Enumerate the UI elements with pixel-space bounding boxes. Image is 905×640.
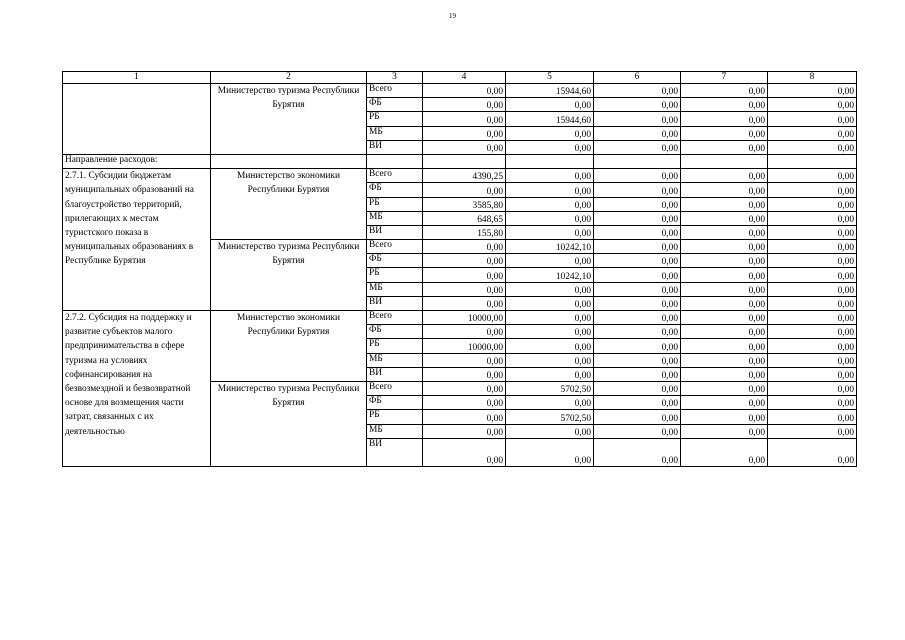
table-row [63,84,857,98]
value-cell: 0,00 [681,396,768,410]
col-header: 3 [367,72,423,84]
value-cell: 0,00 [681,381,768,395]
empty-cell [423,154,506,168]
value-cell: 0,00 [594,211,681,225]
value-cell: 0,00 [768,381,857,395]
value-cell: 0,00 [768,240,857,254]
value-cell: 0,00 [594,282,681,296]
source-code-cell: РБ [367,410,423,424]
value-cell: 0,00 [681,410,768,424]
value-cell: 0,00 [423,98,506,112]
value-cell: 0,00 [506,339,594,353]
value-cell: 0,00 [768,84,857,98]
value-cell: 0,00 [768,98,857,112]
value-cell: 0,00 [594,254,681,268]
value-cell: 0,00 [594,126,681,140]
value-cell: 0,00 [768,225,857,239]
value-cell: 0,00 [594,296,681,310]
source-code-cell: ВИ [367,140,423,154]
value-cell: 0,00 [423,438,506,466]
value-cell: 0,00 [506,424,594,438]
value-cell: 0,00 [768,169,857,183]
value-cell: 0,00 [506,140,594,154]
value-cell: 0,00 [594,98,681,112]
value-cell: 0,00 [681,367,768,381]
value-cell: 5702,50 [506,410,594,424]
value-cell: 0,00 [423,325,506,339]
value-cell: 0,00 [768,424,857,438]
item-title-cell: 2.7.2. Субсидия на поддержку и развитие субъектов малого предпринимательства в сфере туризма на условиях софинансирования на безвозмездной и безвозвратной основе для возмещения части затрат, связанных с их деятельностью [63,311,211,467]
value-cell: 0,00 [594,353,681,367]
value-cell: 0,00 [594,84,681,98]
value-cell: 0,00 [768,396,857,410]
value-cell: 0,00 [594,268,681,282]
value-cell: 0,00 [681,211,768,225]
value-cell: 0,00 [423,367,506,381]
value-cell: 0,00 [681,325,768,339]
ministry-cell: Министерство экономики Республики Бурятия [211,169,367,240]
value-cell: 0,00 [423,410,506,424]
ministry-cell: Министерство туризма Республики Бурятия [211,84,367,155]
value-cell: 0,00 [423,84,506,98]
empty-cell [367,154,423,168]
source-code-cell: ФБ [367,325,423,339]
value-cell: 0,00 [594,339,681,353]
table-row [63,169,857,183]
source-code-cell: МБ [367,211,423,225]
value-cell: 0,00 [681,282,768,296]
value-cell: 0,00 [423,254,506,268]
value-cell: 0,00 [594,424,681,438]
source-code-cell: ВИ [367,367,423,381]
value-cell: 0,00 [506,183,594,197]
value-cell: 0,00 [594,112,681,126]
value-cell: 0,00 [681,353,768,367]
ministry-cell: Министерство экономики Республики Бурятия [211,311,367,382]
empty-cell [768,154,857,168]
source-code-cell: ФБ [367,98,423,112]
value-cell: 0,00 [768,282,857,296]
col-header: 5 [506,72,594,84]
value-cell: 15944,60 [506,112,594,126]
value-cell: 0,00 [506,396,594,410]
value-cell: 0,00 [681,112,768,126]
value-cell: 0,00 [506,169,594,183]
value-cell: 5702,50 [506,381,594,395]
source-code-cell: МБ [367,126,423,140]
value-cell: 0,00 [594,325,681,339]
value-cell: 0,00 [594,396,681,410]
value-cell: 0,00 [768,197,857,211]
value-cell: 0,00 [594,240,681,254]
source-code-cell: ВИ [367,438,423,466]
item-title-cell: 2.7.1. Субсидии бюджетам муниципальных образований на благоустройство территорий, прилегающих к местам туристского показа в муниципальных образованиях в Республике Бурятия [63,169,211,311]
value-cell: 10000,00 [423,311,506,325]
value-cell: 0,00 [681,183,768,197]
value-cell: 3585,80 [423,197,506,211]
value-cell: 0,00 [768,325,857,339]
value-cell: 648,65 [423,211,506,225]
budget-table [62,71,857,467]
value-cell: 0,00 [768,268,857,282]
source-code-cell: Всего [367,84,423,98]
value-cell: 0,00 [768,211,857,225]
value-cell: 0,00 [768,112,857,126]
value-cell: 0,00 [423,381,506,395]
value-cell: 0,00 [594,225,681,239]
value-cell: 0,00 [594,311,681,325]
source-code-cell: РБ [367,339,423,353]
source-code-cell: ВИ [367,296,423,310]
value-cell: 10000,00 [423,339,506,353]
value-cell: 0,00 [681,296,768,310]
value-cell: 0,00 [506,282,594,296]
value-cell: 0,00 [506,325,594,339]
source-code-cell: МБ [367,424,423,438]
value-cell: 0,00 [506,353,594,367]
source-code-cell: МБ [367,353,423,367]
value-cell: 0,00 [768,367,857,381]
value-cell: 0,00 [506,438,594,466]
value-cell: 0,00 [681,84,768,98]
ministry-cell: Министерство туризма Республики Бурятия [211,381,367,466]
value-cell: 0,00 [681,140,768,154]
source-code-cell: Всего [367,240,423,254]
value-cell: 0,00 [594,381,681,395]
value-cell: 0,00 [768,296,857,310]
value-cell: 0,00 [681,424,768,438]
value-cell: 0,00 [506,126,594,140]
value-cell: 0,00 [506,225,594,239]
page-number: 19 [449,12,456,20]
value-cell: 0,00 [768,311,857,325]
value-cell: 0,00 [681,240,768,254]
value-cell: 0,00 [506,311,594,325]
value-cell: 15944,60 [506,84,594,98]
source-code-cell: ФБ [367,396,423,410]
source-code-cell: ВИ [367,225,423,239]
value-cell: 0,00 [423,183,506,197]
source-code-cell: РБ [367,112,423,126]
empty-cell [506,154,594,168]
value-cell: 0,00 [681,438,768,466]
value-cell: 0,00 [768,254,857,268]
value-cell: 0,00 [768,126,857,140]
value-cell: 0,00 [423,112,506,126]
value-cell: 0,00 [423,282,506,296]
col-header: 7 [681,72,768,84]
value-cell: 0,00 [681,254,768,268]
value-cell: 0,00 [594,367,681,381]
value-cell: 0,00 [423,140,506,154]
value-cell: 0,00 [423,296,506,310]
value-cell: 0,00 [594,140,681,154]
direction-row [63,154,857,168]
value-cell: 0,00 [768,140,857,154]
value-cell: 0,00 [594,197,681,211]
value-cell: 0,00 [506,197,594,211]
empty-cell [211,154,367,168]
value-cell: 0,00 [506,254,594,268]
value-cell: 0,00 [423,424,506,438]
source-code-cell: РБ [367,268,423,282]
col-header: 8 [768,72,857,84]
value-cell: 0,00 [768,438,857,466]
value-cell: 0,00 [681,339,768,353]
source-code-cell: МБ [367,282,423,296]
header-row [63,72,857,84]
source-code-cell: ФБ [367,183,423,197]
item-title-cell [63,84,211,155]
value-cell: 0,00 [681,98,768,112]
value-cell: 0,00 [681,197,768,211]
table-row [63,311,857,325]
value-cell: 0,00 [423,126,506,140]
col-header: 2 [211,72,367,84]
direction-label: Направление расходов: [63,154,211,168]
col-header: 4 [423,72,506,84]
source-code-cell: Всего [367,169,423,183]
value-cell: 10242,10 [506,268,594,282]
value-cell: 0,00 [594,438,681,466]
value-cell: 0,00 [768,183,857,197]
col-header: 1 [63,72,211,84]
value-cell: 0,00 [681,268,768,282]
value-cell: 0,00 [423,268,506,282]
source-code-cell: Всего [367,311,423,325]
value-cell: 0,00 [506,367,594,381]
value-cell: 10242,10 [506,240,594,254]
value-cell: 0,00 [594,410,681,424]
value-cell: 0,00 [506,296,594,310]
value-cell: 0,00 [594,169,681,183]
value-cell: 0,00 [594,183,681,197]
value-cell: 4390,25 [423,169,506,183]
source-code-cell: Всего [367,381,423,395]
value-cell: 0,00 [423,353,506,367]
value-cell: 155,80 [423,225,506,239]
value-cell: 0,00 [768,353,857,367]
value-cell: 0,00 [768,339,857,353]
value-cell: 0,00 [681,169,768,183]
value-cell: 0,00 [506,98,594,112]
col-header: 6 [594,72,681,84]
value-cell: 0,00 [506,211,594,225]
value-cell: 0,00 [423,396,506,410]
source-code-cell: ФБ [367,254,423,268]
value-cell: 0,00 [681,225,768,239]
ministry-cell: Министерство туризма Республики Бурятия [211,240,367,311]
empty-cell [594,154,681,168]
value-cell: 0,00 [423,240,506,254]
empty-cell [681,154,768,168]
value-cell: 0,00 [768,410,857,424]
source-code-cell: РБ [367,197,423,211]
value-cell: 0,00 [681,126,768,140]
value-cell: 0,00 [681,311,768,325]
